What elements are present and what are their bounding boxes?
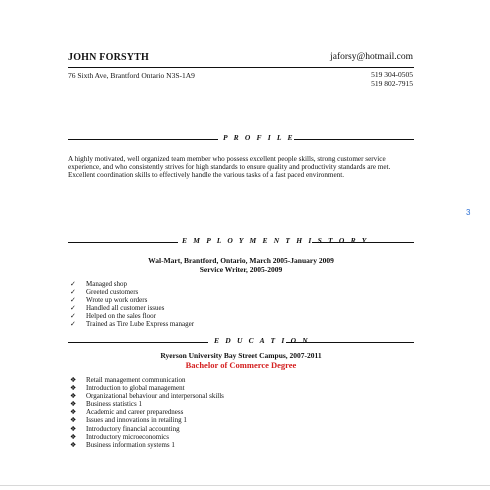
education-heading-label: E D U C A T I O N xyxy=(214,336,310,345)
diamond-bullet-icon: ❖ xyxy=(70,376,77,384)
diamond-bullet-icon: ❖ xyxy=(70,440,77,449)
check-icon: ✓ xyxy=(70,312,76,321)
street-address: 76 Sixth Ave, Brantford Ontario N3S-1A9 xyxy=(68,71,195,80)
course-text: Introduction to global management xyxy=(86,384,185,393)
school-name: Ryerson University Bay Street Campus, 2007-2011 xyxy=(160,351,322,360)
profile-summary: A highly motivated, well organized team member who possess excellent people skills, strong customer service experience, and who consistently strives for high standards to ensure quality and productivity standards are met. Excellent coordination skills to effectively handle the various tasks of a fast paced environment. xyxy=(68,155,391,180)
degree-title: Bachelor of Commerce Degree xyxy=(185,360,297,370)
list-item xyxy=(70,304,194,312)
employment-heading-rule-right xyxy=(312,242,414,243)
phone-numbers xyxy=(371,70,413,88)
phone-number: 519 802-7915 xyxy=(371,79,413,88)
profile-heading-rule-left xyxy=(68,139,218,140)
diamond-bullet-icon: ❖ xyxy=(70,416,77,425)
education-heading-rule-right xyxy=(286,342,414,343)
list-item xyxy=(70,376,224,384)
duty-text: Greeted customers xyxy=(86,288,139,297)
list-item xyxy=(70,392,224,400)
education-heading-rule-left xyxy=(68,342,208,343)
diamond-bullet-icon: ❖ xyxy=(70,400,77,409)
duty-text: Helped on the sales floor xyxy=(86,312,156,321)
check-icon: ✓ xyxy=(70,304,76,313)
course-text: Business information systems 1 xyxy=(86,440,175,449)
employment-heading xyxy=(68,236,414,246)
diamond-bullet-icon: ❖ xyxy=(70,408,77,417)
course-text: Issues and innovations in retailing 1 xyxy=(86,416,187,425)
list-item xyxy=(70,288,194,296)
list-item xyxy=(70,280,194,288)
diamond-bullet-icon: ❖ xyxy=(70,424,77,433)
course-text: Organizational behaviour and interpersonal skills xyxy=(86,392,224,401)
course-text: Introductory microeconomics xyxy=(86,432,170,441)
profile-heading-label: P R O F I L E xyxy=(223,133,295,142)
course-text: Introductory financial accounting xyxy=(86,424,180,433)
duties-list xyxy=(70,280,194,329)
education-heading xyxy=(68,336,414,346)
employment-heading-rule-left xyxy=(68,242,178,243)
role-line: Service Writer, 2005-2009 xyxy=(199,265,283,274)
check-icon: ✓ xyxy=(70,280,76,288)
candidate-name: JOHN FORSYTH xyxy=(68,52,150,63)
phone-number: 519 304-0505 xyxy=(371,70,413,79)
list-item xyxy=(70,416,224,424)
list-item xyxy=(70,408,224,416)
stray-mark: 3 xyxy=(466,208,471,217)
duty-text: Wrote up work orders xyxy=(86,296,148,305)
list-item xyxy=(70,384,224,392)
header-divider xyxy=(68,67,414,68)
list-item xyxy=(70,400,224,408)
employer-line: Wal-Mart, Brantford, Ontario, March 2005-January 2009 xyxy=(148,256,334,265)
employment-heading-label: E M P L O Y M E N T H I S T O R Y xyxy=(182,236,369,245)
check-icon: ✓ xyxy=(70,320,76,329)
course-text: Academic and career preparedness xyxy=(86,408,184,417)
diamond-bullet-icon: ❖ xyxy=(70,384,77,393)
email-address: jaforsy@hotmail.com xyxy=(330,52,413,62)
list-item xyxy=(70,433,224,441)
profile-heading-rule-right xyxy=(294,139,414,140)
check-icon: ✓ xyxy=(70,296,76,305)
list-item xyxy=(70,312,194,320)
duty-text: Trained as Tire Lube Express manager xyxy=(86,320,195,329)
courses-list xyxy=(70,376,224,449)
diamond-bullet-icon: ❖ xyxy=(70,432,77,441)
course-text: Retail management communication xyxy=(86,376,186,384)
list-item xyxy=(70,296,194,304)
profile-heading xyxy=(68,133,414,143)
duty-text: Managed shop xyxy=(86,280,128,288)
list-item xyxy=(70,441,224,449)
check-icon: ✓ xyxy=(70,288,76,297)
list-item xyxy=(70,425,224,433)
page-bottom-edge xyxy=(0,485,490,486)
duty-text: Handled all customer issues xyxy=(86,304,165,313)
diamond-bullet-icon: ❖ xyxy=(70,392,77,401)
course-text: Business statistics 1 xyxy=(86,400,143,409)
list-item xyxy=(70,320,194,328)
